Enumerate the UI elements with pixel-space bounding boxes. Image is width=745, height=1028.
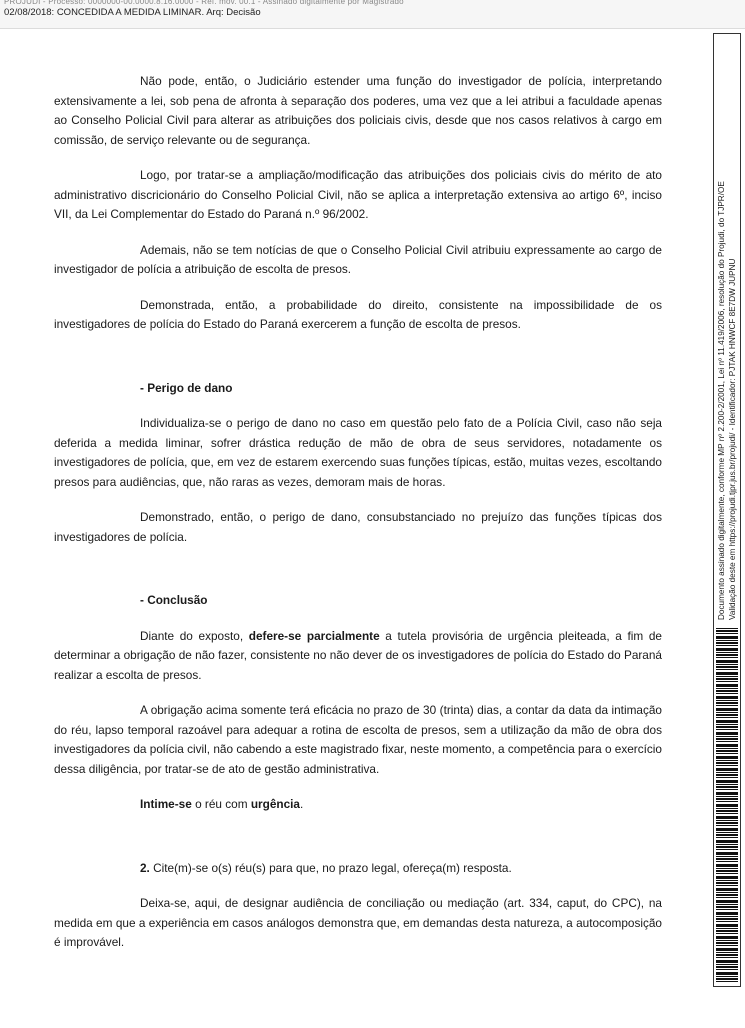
paragraph-9-end: . [299, 797, 304, 811]
document-header [0, 0, 745, 29]
paragraph-6: Demonstrado, então, o perigo de dano, consubstanciado no prejuízo das funções típicas dos investigadores de polícia. [54, 510, 662, 544]
paragraph-7-lead: Diante do exposto, [140, 628, 249, 643]
section-heading-perigo: - Perigo de dano [140, 380, 233, 395]
paragraph-9-intime: Intime-se [140, 797, 192, 811]
paragraph-10 [54, 859, 662, 879]
paragraph-4: Demonstrada, então, a probabilidade do direito, consistente na impossibilidade de os investigadores de polícia do Estado do Paraná exercerem a função de escolta de presos. [54, 297, 662, 331]
signature-line-2: Validação deste em https://projudi.tjpr.jus.br/projudi/ - Identificador: PJTAK HNWCF 8E7DW JUPNU [728, 258, 737, 620]
header-doc-reference: 02/08/2018: CONCEDIDA A MEDIDA LIMINAR. Arq: Decisão [4, 7, 261, 18]
paragraph-9 [54, 795, 662, 815]
header-cut-text: PROJUDI - Processo: 0000000-00.0000.8.16.0000 - Ref. mov. 00.1 - Assinado digitalmente por Magistrado [4, 0, 404, 6]
paragraph-5: Individualiza-se o perigo de dano no caso em questão pelo fato de a Polícia Civil, caso não seja deferida a medida liminar, sofrer drástica redução de mão de obra de seus servidores, notadamente os investigadores de polícia, que, em vez de estarem exercendo suas funções típicas, estão, muitas vezes, escoltando presos para audiências, que, não raras as vezes, demoram mais de horas. [54, 416, 662, 489]
paragraph-2: Logo, por tratar-se a ampliação/modificação das atribuições dos policiais civis do mérito de ato administrativo discricionário do Conselho Policial Civil, não se aplica a interpretação extensiva ao artigo 6º, inciso VII, da Lei Complementar do Estado do Paraná n.º 96/2002. [54, 168, 662, 221]
barcode-icon [716, 628, 738, 984]
section-heading-conclusao: - Conclusão [140, 593, 208, 607]
paragraph-3: Ademais, não se tem notícias de que o Conselho Policial Civil atribuiu expressamente ao cargo de investigador de polícia a atribuição de escolta de presos. [54, 242, 662, 276]
paragraph-7-emphasis: defere-se parcialmente [248, 628, 380, 643]
paragraph-10-text: Cite(m)-se o(s) réu(s) para que, no prazo legal, ofereça(m) resposta. [149, 860, 512, 875]
paragraph-10-number: 2. [140, 860, 150, 875]
paragraph-9-urgencia: urgência [250, 797, 300, 811]
paragraph-8: A obrigação acima somente terá eficácia no prazo de 30 (trinta) dias, a contar da data da intimação do réu, lapso temporal razoável para adequar a rotina de escolta de presos, sem a utilização da mão de obra dos investigadores da polícia civil, não cabendo a este magistrado fixar, neste momento, a competência para o exercício dessa diligência, por tratar-se de ato de gestão administrativa. [54, 703, 662, 776]
paragraph-9-mid: o réu com [191, 797, 251, 811]
paragraph-7-rest: a tutela provisória de urgência pleiteada, a fim de determinar a obrigação de não fazer, consistente no não dever de os investigadores de polícia do Estado do Paraná realizar a escolta de presos. [54, 628, 662, 682]
paragraph-7 [54, 627, 662, 686]
signature-line-1: Documento assinado digitalmente, conforme MP nº 2.200-2/2001, Lei nº 11.419/2006, resolução do Projudi, do TJPR/OE [717, 181, 726, 620]
document-body [54, 72, 662, 953]
signature-text-block [716, 60, 740, 620]
paragraph-1: Não pode, então, o Judiciário estender uma função do investigador de polícia, interpretando extensivamente a lei, sob pena de afronta à separação dos poderes, uma vez que a lei atribui a faculdade apenas ao Conselho Policial Civil para alterar as atribuições dos policiais civis, desde que nos casos relativos à cargo em comissão, de serviço relevante ou de segurança. [54, 74, 662, 147]
paragraph-11: Deixa-se, aqui, de designar audiência de conciliação ou mediação (art. 334, caput, do CPC), na medida em que a experiência em casos análogos demonstra que, em demandas desta natureza, a autocomposição é improvável. [54, 896, 662, 949]
